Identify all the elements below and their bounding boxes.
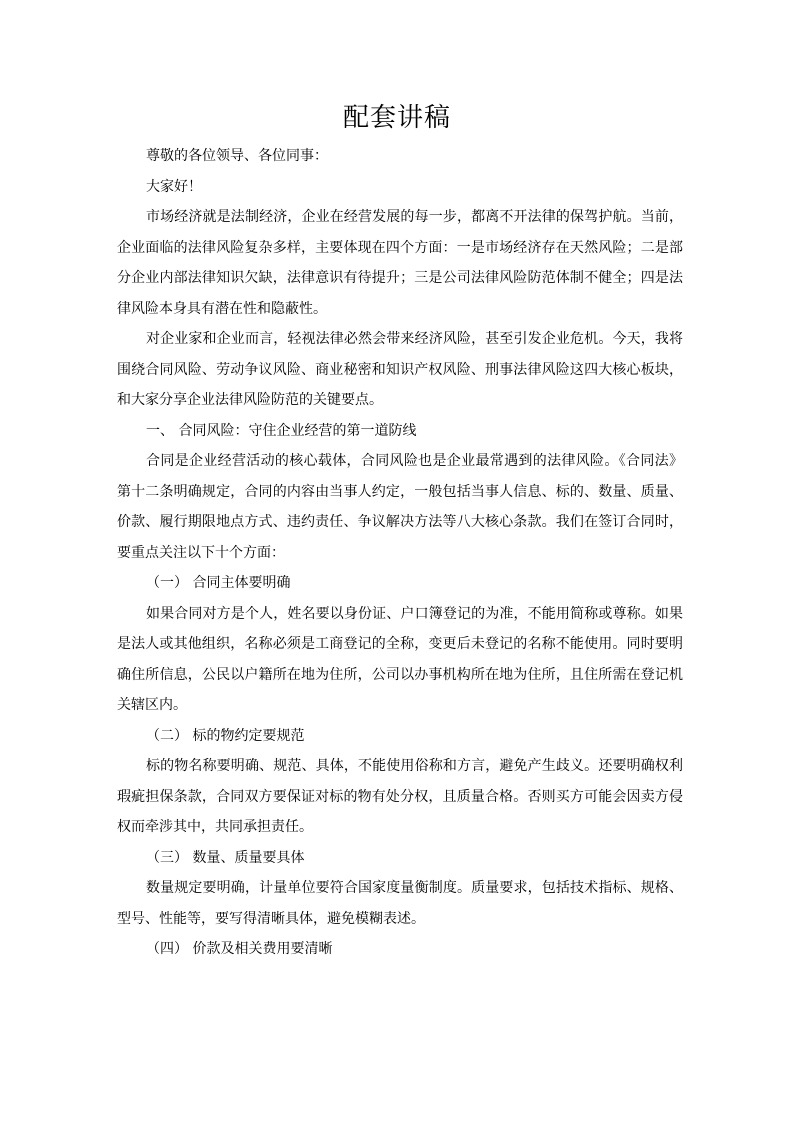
greeting: 大家好！ bbox=[146, 178, 202, 195]
subsection-heading: （三） 数量、质量要具体 bbox=[146, 849, 305, 866]
subsection-heading: （一） 合同主体要明确 bbox=[146, 575, 291, 591]
paragraph-overview: 对企业家和企业而言，轻视法律必然会带来经济风险，甚至引发企业危机。今天，我将围绕合同风险、劳动争议风险、商业秘密和知识产权风险、刑事法律风险这四大核心板块，和大家分享企业法律风险防范的关键要点。 bbox=[117, 331, 683, 408]
subsection-text: 如果合同对方是个人，姓名要以身份证、户口簿登记的为准，不能用简称或尊称。如果是法人或其他组织，名称必须是工商登记的全称，变更后未登记的名称不能使用。同时要明确住所信息，公民以户籍所在地为住所，公司以办事机构所在地为住所，且住所需在登记机关辖区内。 bbox=[117, 605, 683, 713]
section-intro: 合同是企业经营活动的核心载体，合同风险也是企业最常遇到的法律风险。《合同法》第十二条明确规定，合同的内容由当事人约定，一般包括当事人信息、标的、数量、质量、价款、履行期限地点方式、违约责任、争议解决方法等八大核心条款。我们在签订合同时，要重点关注以下十个方面： bbox=[117, 453, 683, 561]
salutation: 尊敬的各位领导、各位同事： bbox=[146, 148, 328, 164]
section-heading-contract-risk: 一、 合同风险：守住企业经营的第一道防线 bbox=[146, 422, 417, 439]
subsection-heading: （四） 价款及相关费用要清晰 bbox=[146, 941, 333, 957]
subsection-text: 数量规定要明确，计量单位要符合国家度量衡制度。质量要求，包括技术指标、规格、型号、性能等，要写得清晰具体，避免模糊表述。 bbox=[117, 880, 683, 927]
subsection-heading: （二） 标的物约定要规范 bbox=[146, 727, 305, 744]
document-body bbox=[117, 141, 683, 965]
document-title: 配套讲稿 bbox=[342, 103, 451, 133]
paragraph-intro: 市场经济就是法制经济，企业在经营发展的每一步，都离不开法律的保驾护航。当前，企业面临的法律风险复杂多样，主要体现在四个方面：一是市场经济存在天然风险；二是部分企业内部法律知识欠缺，法律意识有待提升；三是公司法律风险防范体制不健全；四是法律风险本身具有潜在性和隐蔽性。 bbox=[117, 209, 683, 317]
subsection-text: 标的物名称要明确、规范、具体，不能使用俗称和方言，避免产生歧义。还要明确权利瑕疵担保条款，合同双方要保证对标的物有处分权，且质量合格。否则买方可能会因卖方侵权而牵涉其中，共同承担责任。 bbox=[117, 758, 683, 835]
